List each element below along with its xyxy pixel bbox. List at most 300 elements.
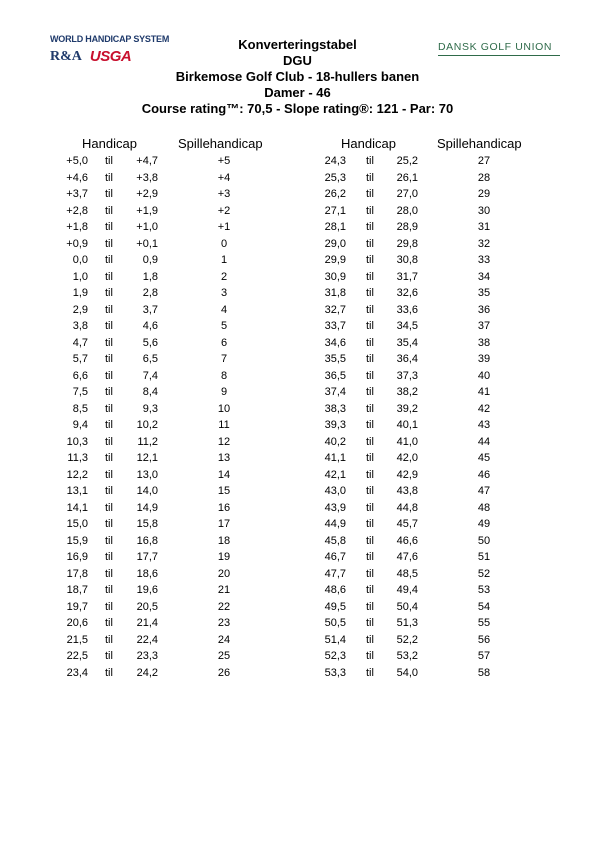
handicap-to: 25,2 xyxy=(396,155,418,167)
handicap-from: 34,6 xyxy=(324,336,346,349)
til-label: til xyxy=(366,287,374,299)
til-label: til xyxy=(105,336,113,349)
table-row xyxy=(0,369,595,383)
handicap-to: 27,0 xyxy=(396,188,418,200)
handicap-from: 16,9 xyxy=(66,551,88,563)
table-row xyxy=(0,517,595,531)
til-label: til xyxy=(366,650,374,662)
handicap-from: 7,5 xyxy=(72,386,88,398)
playing-handicap: 27 xyxy=(477,155,491,167)
handicap-from: 9,4 xyxy=(72,419,88,431)
handicap-from: 28,1 xyxy=(324,221,346,233)
handicap-from: 30,9 xyxy=(324,270,346,283)
handicap-from: +0,9 xyxy=(66,237,88,250)
table-row xyxy=(0,270,595,284)
til-label: til xyxy=(366,452,374,464)
til-label: til xyxy=(105,534,113,547)
table-row xyxy=(0,204,595,218)
til-label: til xyxy=(105,617,113,629)
table-row xyxy=(0,303,595,317)
handicap-from: +5,0 xyxy=(66,155,88,167)
handicap-from: 13,1 xyxy=(66,485,88,497)
til-label: til xyxy=(366,551,374,563)
handicap-to: 42,0 xyxy=(396,452,418,464)
handicap-from: 10,3 xyxy=(66,435,88,448)
playing-handicap: 9 xyxy=(220,386,228,398)
playing-handicap: 51 xyxy=(477,551,491,563)
til-label: til xyxy=(105,435,113,448)
handicap-from: 39,3 xyxy=(324,419,346,431)
playing-handicap: 6 xyxy=(220,336,228,349)
playing-handicap: 22 xyxy=(217,600,231,613)
til-label: til xyxy=(105,452,113,464)
handicap-to: 37,3 xyxy=(396,369,418,382)
handicap-from: 42,1 xyxy=(324,468,346,481)
handicap-to: 49,4 xyxy=(396,584,418,596)
handicap-to: 54,0 xyxy=(396,666,418,679)
handicap-to: 4,6 xyxy=(142,320,158,332)
table-row xyxy=(0,385,595,399)
til-label: til xyxy=(366,600,374,613)
handicap-from: 24,3 xyxy=(324,155,346,167)
til-label: til xyxy=(366,254,374,266)
table-row xyxy=(0,171,595,185)
handicap-to: +3,8 xyxy=(136,171,158,184)
til-label: til xyxy=(105,237,113,250)
handicap-from: 46,7 xyxy=(324,551,346,563)
playing-handicap: +1 xyxy=(217,221,231,233)
tee-category: Damer - 46 xyxy=(264,85,331,100)
playing-handicap: 10 xyxy=(217,402,231,415)
til-label: til xyxy=(105,666,113,679)
table-row xyxy=(0,154,595,168)
left-playing-header: Spillehandicap xyxy=(178,136,263,151)
handicap-to: 0,9 xyxy=(142,254,158,266)
playing-handicap: 1 xyxy=(220,254,228,266)
playing-handicap: 44 xyxy=(477,435,491,448)
playing-handicap: +3 xyxy=(217,188,231,200)
til-label: til xyxy=(105,485,113,497)
handicap-from: 48,6 xyxy=(324,584,346,596)
playing-handicap: 3 xyxy=(220,287,228,299)
table-row xyxy=(0,319,595,333)
playing-handicap: 36 xyxy=(477,303,491,316)
handicap-to: 20,5 xyxy=(136,600,158,613)
handicap-from: 1,0 xyxy=(72,270,88,283)
table-row xyxy=(0,286,595,300)
table-row xyxy=(0,352,595,366)
handicap-to: 33,6 xyxy=(396,303,418,316)
handicap-from: 52,3 xyxy=(324,650,346,662)
til-label: til xyxy=(105,600,113,613)
playing-handicap: 5 xyxy=(220,320,228,332)
table-row xyxy=(0,435,595,449)
til-label: til xyxy=(105,419,113,431)
handicap-from: 17,8 xyxy=(66,567,88,580)
playing-handicap: 41 xyxy=(477,386,491,398)
handicap-from: 2,9 xyxy=(72,303,88,316)
handicap-to: 1,8 xyxy=(142,270,158,283)
handicap-from: 26,2 xyxy=(324,188,346,200)
document-header xyxy=(0,37,595,117)
handicap-from: 1,9 xyxy=(72,287,88,299)
handicap-to: +1,9 xyxy=(136,204,158,217)
playing-handicap: 55 xyxy=(477,617,491,629)
playing-handicap: 53 xyxy=(477,584,491,596)
playing-handicap: 40 xyxy=(477,369,491,382)
left-handicap-header: Handicap xyxy=(82,136,137,151)
table-row xyxy=(0,220,595,234)
til-label: til xyxy=(366,386,374,398)
playing-handicap: 18 xyxy=(217,534,231,547)
dgu-logo-text: DANSK GOLF UNION xyxy=(438,41,553,53)
handicap-to: 7,4 xyxy=(142,369,158,382)
handicap-from: 49,5 xyxy=(324,600,346,613)
playing-handicap: 50 xyxy=(477,534,491,547)
organisation: DGU xyxy=(283,53,312,68)
til-label: til xyxy=(366,155,374,167)
playing-handicap: 26 xyxy=(217,666,231,679)
handicap-to: 22,4 xyxy=(136,633,158,646)
handicap-to: 18,6 xyxy=(136,567,158,580)
handicap-to: 42,9 xyxy=(396,468,418,481)
handicap-from: 35,5 xyxy=(324,353,346,365)
handicap-to: 36,4 xyxy=(396,353,418,365)
til-label: til xyxy=(366,468,374,481)
handicap-from: 4,7 xyxy=(72,336,88,349)
handicap-from: 25,3 xyxy=(324,171,346,184)
playing-handicap: 21 xyxy=(217,584,231,596)
playing-handicap: 32 xyxy=(477,237,491,250)
handicap-to: +1,0 xyxy=(136,221,158,233)
playing-handicap: 19 xyxy=(217,551,231,563)
table-row xyxy=(0,649,595,663)
document-title: Konverteringstabel xyxy=(238,37,357,52)
handicap-to: 45,7 xyxy=(396,518,418,530)
table-row xyxy=(0,418,595,432)
til-label: til xyxy=(105,221,113,233)
til-label: til xyxy=(366,204,374,217)
til-label: til xyxy=(105,551,113,563)
til-label: til xyxy=(366,237,374,250)
playing-handicap: 8 xyxy=(220,369,228,382)
handicap-from: 3,8 xyxy=(72,320,88,332)
handicap-to: 28,0 xyxy=(396,204,418,217)
handicap-from: +3,7 xyxy=(66,188,88,200)
handicap-from: 15,0 xyxy=(66,518,88,530)
right-playing-header: Spillehandicap xyxy=(437,136,522,151)
til-label: til xyxy=(105,188,113,200)
playing-handicap: 49 xyxy=(477,518,491,530)
handicap-to: 17,7 xyxy=(136,551,158,563)
handicap-from: 18,7 xyxy=(66,584,88,596)
handicap-from: 40,2 xyxy=(324,435,346,448)
til-label: til xyxy=(105,584,113,596)
table-row xyxy=(0,567,595,581)
table-row xyxy=(0,534,595,548)
handicap-to: 30,8 xyxy=(396,254,418,266)
playing-handicap: 34 xyxy=(477,270,491,283)
playing-handicap: 46 xyxy=(477,468,491,481)
til-label: til xyxy=(366,485,374,497)
handicap-from: +4,6 xyxy=(66,171,88,184)
playing-handicap: 4 xyxy=(220,303,228,316)
til-label: til xyxy=(366,171,374,184)
playing-handicap: 48 xyxy=(477,501,491,514)
ra-logo: R&A xyxy=(50,48,82,64)
handicap-from: 0,0 xyxy=(72,254,88,266)
table-row xyxy=(0,633,595,647)
handicap-from: 21,5 xyxy=(66,633,88,646)
handicap-to: 26,1 xyxy=(396,171,418,184)
table-row xyxy=(0,336,595,350)
til-label: til xyxy=(105,468,113,481)
til-label: til xyxy=(366,567,374,580)
handicap-to: 41,0 xyxy=(396,435,418,448)
playing-handicap: 45 xyxy=(477,452,491,464)
handicap-to: 21,4 xyxy=(136,617,158,629)
playing-handicap: 0 xyxy=(220,237,228,250)
playing-handicap: 52 xyxy=(477,567,491,580)
til-label: til xyxy=(366,336,374,349)
handicap-to: +0,1 xyxy=(136,237,158,250)
playing-handicap: 54 xyxy=(477,600,491,613)
playing-handicap: 2 xyxy=(220,270,228,283)
til-label: til xyxy=(366,518,374,530)
til-label: til xyxy=(105,353,113,365)
table-row xyxy=(0,402,595,416)
til-label: til xyxy=(366,419,374,431)
handicap-to: 3,7 xyxy=(142,303,158,316)
table-row xyxy=(0,468,595,482)
handicap-from: 50,5 xyxy=(324,617,346,629)
til-label: til xyxy=(366,435,374,448)
til-label: til xyxy=(366,584,374,596)
handicap-from: 14,1 xyxy=(66,501,88,514)
til-label: til xyxy=(105,204,113,217)
table-row xyxy=(0,484,595,498)
handicap-from: 47,7 xyxy=(324,567,346,580)
til-label: til xyxy=(366,402,374,415)
til-label: til xyxy=(366,534,374,547)
handicap-to: 24,2 xyxy=(136,666,158,679)
til-label: til xyxy=(366,617,374,629)
playing-handicap: 29 xyxy=(477,188,491,200)
handicap-from: 45,8 xyxy=(324,534,346,547)
handicap-from: 29,0 xyxy=(324,237,346,250)
club-course: Birkemose Golf Club - 18-hullers banen xyxy=(175,69,420,84)
playing-handicap: 30 xyxy=(477,204,491,217)
handicap-from: 43,9 xyxy=(324,501,346,514)
playing-handicap: 15 xyxy=(217,485,231,497)
playing-handicap: 35 xyxy=(477,287,491,299)
til-label: til xyxy=(366,270,374,283)
handicap-from: 31,8 xyxy=(324,287,346,299)
handicap-to: 52,2 xyxy=(396,633,418,646)
playing-handicap: 14 xyxy=(217,468,231,481)
handicap-to: 53,2 xyxy=(396,650,418,662)
til-label: til xyxy=(105,501,113,514)
handicap-to: +4,7 xyxy=(136,155,158,167)
handicap-to: 16,8 xyxy=(136,534,158,547)
handicap-from: 44,9 xyxy=(324,518,346,530)
whs-logo-text: WORLD HANDICAP SYSTEM xyxy=(50,34,170,44)
handicap-from: +1,8 xyxy=(66,221,88,233)
handicap-from: 22,5 xyxy=(66,650,88,662)
playing-handicap: 33 xyxy=(477,254,491,266)
handicap-from: 32,7 xyxy=(324,303,346,316)
til-label: til xyxy=(366,353,374,365)
usga-logo: USGA xyxy=(89,48,132,65)
til-label: til xyxy=(366,221,374,233)
handicap-to: 31,7 xyxy=(396,270,418,283)
til-label: til xyxy=(366,188,374,200)
handicap-to: 43,8 xyxy=(396,485,418,497)
til-label: til xyxy=(366,633,374,646)
playing-handicap: 16 xyxy=(217,501,231,514)
handicap-from: 27,1 xyxy=(324,204,346,217)
til-label: til xyxy=(105,254,113,266)
playing-handicap: 28 xyxy=(477,171,491,184)
handicap-from: 15,9 xyxy=(66,534,88,547)
til-label: til xyxy=(105,402,113,415)
til-label: til xyxy=(105,320,113,332)
handicap-to: 10,2 xyxy=(136,419,158,431)
handicap-to: +2,9 xyxy=(136,188,158,200)
playing-handicap: 25 xyxy=(217,650,231,662)
table-row xyxy=(0,253,595,267)
handicap-from: 12,2 xyxy=(66,468,88,481)
handicap-to: 51,3 xyxy=(396,617,418,629)
handicap-from: 41,1 xyxy=(324,452,346,464)
handicap-to: 9,3 xyxy=(142,402,158,415)
table-row xyxy=(0,550,595,564)
handicap-from: 36,5 xyxy=(324,369,346,382)
table-row xyxy=(0,451,595,465)
til-label: til xyxy=(105,633,113,646)
handicap-to: 39,2 xyxy=(396,402,418,415)
til-label: til xyxy=(105,287,113,299)
til-label: til xyxy=(366,369,374,382)
handicap-from: 6,6 xyxy=(72,369,88,382)
playing-handicap: 43 xyxy=(477,419,491,431)
handicap-to: 12,1 xyxy=(136,452,158,464)
handicap-to: 14,0 xyxy=(136,485,158,497)
handicap-from: 51,4 xyxy=(324,633,346,646)
playing-handicap: 42 xyxy=(477,402,491,415)
handicap-to: 14,9 xyxy=(136,501,158,514)
handicap-to: 47,6 xyxy=(396,551,418,563)
handicap-from: 53,3 xyxy=(324,666,346,679)
handicap-to: 8,4 xyxy=(142,386,158,398)
handicap-to: 6,5 xyxy=(142,353,158,365)
playing-handicap: 23 xyxy=(217,617,231,629)
handicap-to: 2,8 xyxy=(142,287,158,299)
table-row xyxy=(0,666,595,680)
playing-handicap: 37 xyxy=(477,320,491,332)
handicap-to: 34,5 xyxy=(396,320,418,332)
handicap-to: 35,4 xyxy=(396,336,418,349)
playing-handicap: 13 xyxy=(217,452,231,464)
til-label: til xyxy=(366,303,374,316)
handicap-from: 38,3 xyxy=(324,402,346,415)
handicap-to: 50,4 xyxy=(396,600,418,613)
til-label: til xyxy=(105,518,113,530)
til-label: til xyxy=(105,303,113,316)
til-label: til xyxy=(366,320,374,332)
handicap-to: 15,8 xyxy=(136,518,158,530)
handicap-from: 19,7 xyxy=(66,600,88,613)
playing-handicap: +2 xyxy=(217,204,231,217)
til-label: til xyxy=(105,650,113,662)
playing-handicap: +4 xyxy=(217,171,231,184)
handicap-to: 28,9 xyxy=(396,221,418,233)
til-label: til xyxy=(105,270,113,283)
handicap-to: 32,6 xyxy=(396,287,418,299)
playing-handicap: 58 xyxy=(477,666,491,679)
handicap-from: +2,8 xyxy=(66,204,88,217)
playing-handicap: 24 xyxy=(217,633,231,646)
table-row xyxy=(0,583,595,597)
til-label: til xyxy=(366,501,374,514)
course-ratings: Course rating™: 70,5 - Slope rating®: 121 - Par: 70 xyxy=(141,101,454,116)
playing-handicap: 56 xyxy=(477,633,491,646)
handicap-to: 44,8 xyxy=(396,501,418,514)
handicap-from: 29,9 xyxy=(324,254,346,266)
playing-handicap: 7 xyxy=(220,353,228,365)
handicap-to: 29,8 xyxy=(396,237,418,250)
til-label: til xyxy=(105,155,113,167)
til-label: til xyxy=(105,386,113,398)
right-handicap-header: Handicap xyxy=(341,136,396,151)
playing-handicap: 31 xyxy=(477,221,491,233)
playing-handicap: 57 xyxy=(477,650,491,662)
handicap-to: 46,6 xyxy=(396,534,418,547)
playing-handicap: 17 xyxy=(217,518,231,530)
handicap-from: 33,7 xyxy=(324,320,346,332)
handicap-to: 19,6 xyxy=(136,584,158,596)
handicap-from: 20,6 xyxy=(66,617,88,629)
handicap-to: 40,1 xyxy=(396,419,418,431)
handicap-from: 11,3 xyxy=(67,452,88,464)
table-row xyxy=(0,187,595,201)
table-row xyxy=(0,237,595,251)
handicap-to: 5,6 xyxy=(142,336,158,349)
handicap-from: 37,4 xyxy=(324,386,346,398)
playing-handicap: 38 xyxy=(477,336,491,349)
handicap-to: 38,2 xyxy=(396,386,418,398)
til-label: til xyxy=(105,369,113,382)
handicap-from: 43,0 xyxy=(324,485,346,497)
handicap-to: 11,2 xyxy=(137,435,158,448)
table-row xyxy=(0,616,595,630)
table-row xyxy=(0,501,595,515)
handicap-from: 8,5 xyxy=(72,402,88,415)
playing-handicap: 39 xyxy=(477,353,491,365)
playing-handicap: 47 xyxy=(477,485,491,497)
handicap-to: 48,5 xyxy=(396,567,418,580)
playing-handicap: 20 xyxy=(217,567,231,580)
table-row xyxy=(0,600,595,614)
handicap-to: 23,3 xyxy=(136,650,158,662)
playing-handicap: 11 xyxy=(218,419,230,431)
til-label: til xyxy=(105,567,113,580)
playing-handicap: 12 xyxy=(217,435,231,448)
playing-handicap: +5 xyxy=(217,155,231,167)
handicap-from: 23,4 xyxy=(66,666,88,679)
handicap-to: 13,0 xyxy=(136,468,158,481)
til-label: til xyxy=(105,171,113,184)
